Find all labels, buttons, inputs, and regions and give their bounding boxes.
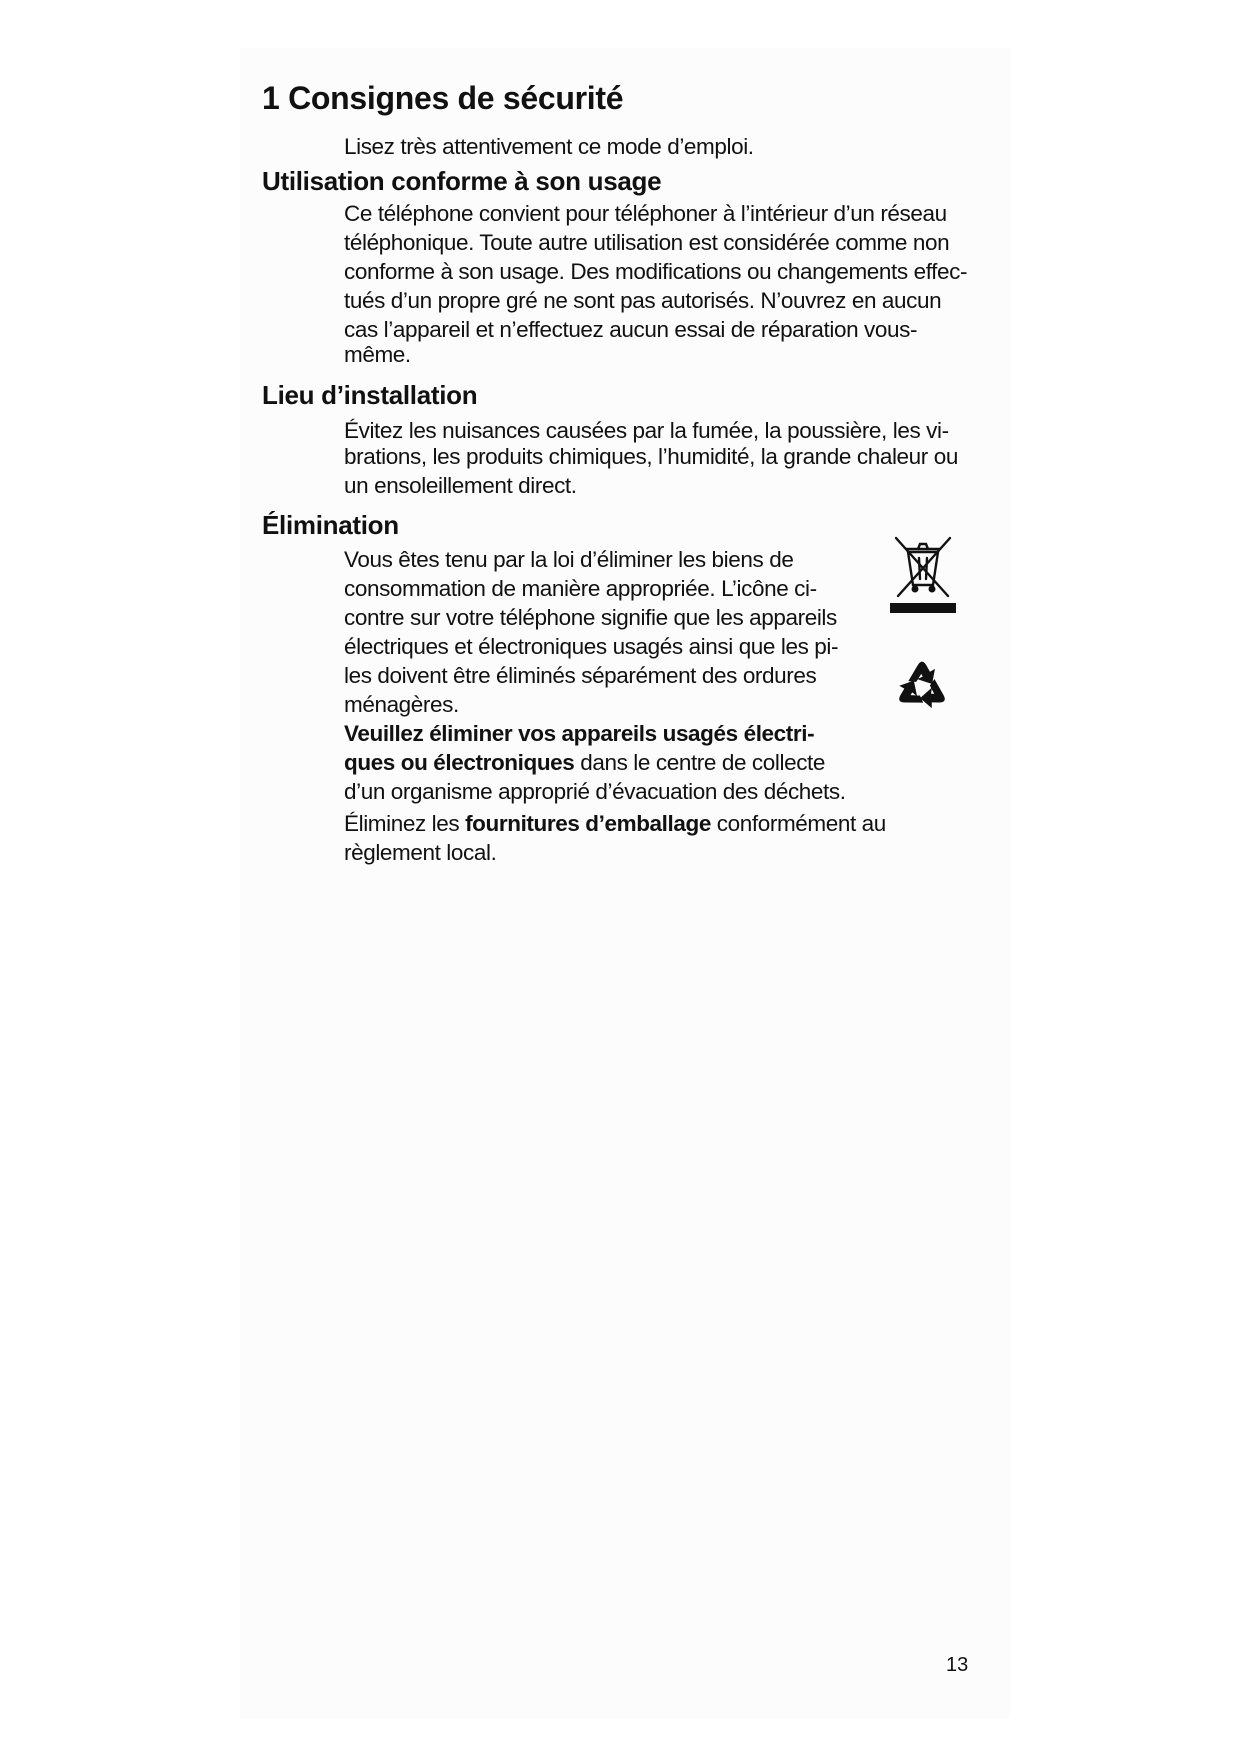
packaging-line-2: règlement local.: [344, 840, 497, 865]
packaging-suffix: conformément au: [710, 811, 886, 836]
devices-bold-1: Veuillez éliminer vos appareils usagés électri-: [344, 721, 815, 746]
disposal-line: Vous êtes tenu par la loi d’éliminer les biens de: [344, 547, 794, 572]
heading-usage: Utilisation conforme à son usage: [262, 166, 662, 196]
usage-line: conforme à son usage. Des modifications ou changements effec-: [344, 259, 968, 284]
usage-line: même.: [344, 342, 411, 367]
disposal-line: contre sur votre téléphone signifie que les appareils: [344, 605, 837, 630]
intro-text: [344, 132, 754, 161]
usage-line: cas l’appareil et n’effectuez aucun essai de réparation vous-: [344, 317, 918, 342]
disposal-line: les doivent être éliminés séparément des ordures: [344, 663, 817, 688]
recycling-arrows-icon: [884, 648, 960, 720]
devices-line-1: [344, 719, 886, 748]
installation-paragraph: [344, 416, 958, 500]
intro-line: Lisez très attentivement ce mode d’emploi.: [344, 134, 754, 159]
packaging-line-1: [344, 809, 886, 838]
packaging-prefix: Éliminez les: [344, 811, 466, 836]
page-number: 13: [946, 1654, 969, 1676]
disposal-paragraph: [344, 545, 886, 867]
disposal-line: électriques et électroniques usagés ainsi que les pi-: [344, 634, 839, 659]
devices-bold-2: ques ou électroniques: [344, 750, 575, 775]
usage-line: Ce téléphone convient pour téléphoner à l’intérieur d’un réseau: [344, 201, 947, 226]
usage-paragraph: [344, 199, 967, 369]
usage-line: tués d’un propre gré ne sont pas autorisés. N’ouvrez en aucun: [344, 288, 942, 313]
crossed-out-wheelie-bin-icon: [890, 533, 956, 623]
installation-line: brations, les produits chimiques, l’humidité, la grande chaleur ou: [344, 444, 958, 469]
usage-line: téléphonique. Toute autre utilisation est considérée comme non: [344, 230, 950, 255]
page-title: 1 Consignes de sécurité: [262, 80, 624, 116]
heading-disposal: Élimination: [262, 510, 399, 540]
installation-line: un ensoleillement direct.: [344, 473, 577, 498]
devices-rest-2: dans le centre de collecte: [574, 750, 826, 775]
packaging-bold: fournitures d’emballage: [465, 811, 711, 836]
disposal-line: consommation de manière appropriée. L’icône ci-: [344, 576, 817, 601]
disposal-line: ménagères.: [344, 692, 459, 717]
devices-line-3: d’un organisme approprié d’évacuation des déchets.: [344, 779, 846, 804]
installation-line: Évitez les nuisances causées par la fumée, la poussière, les vi-: [344, 418, 949, 443]
devices-line-2: [344, 748, 886, 777]
heading-installation: Lieu d’installation: [262, 380, 478, 410]
